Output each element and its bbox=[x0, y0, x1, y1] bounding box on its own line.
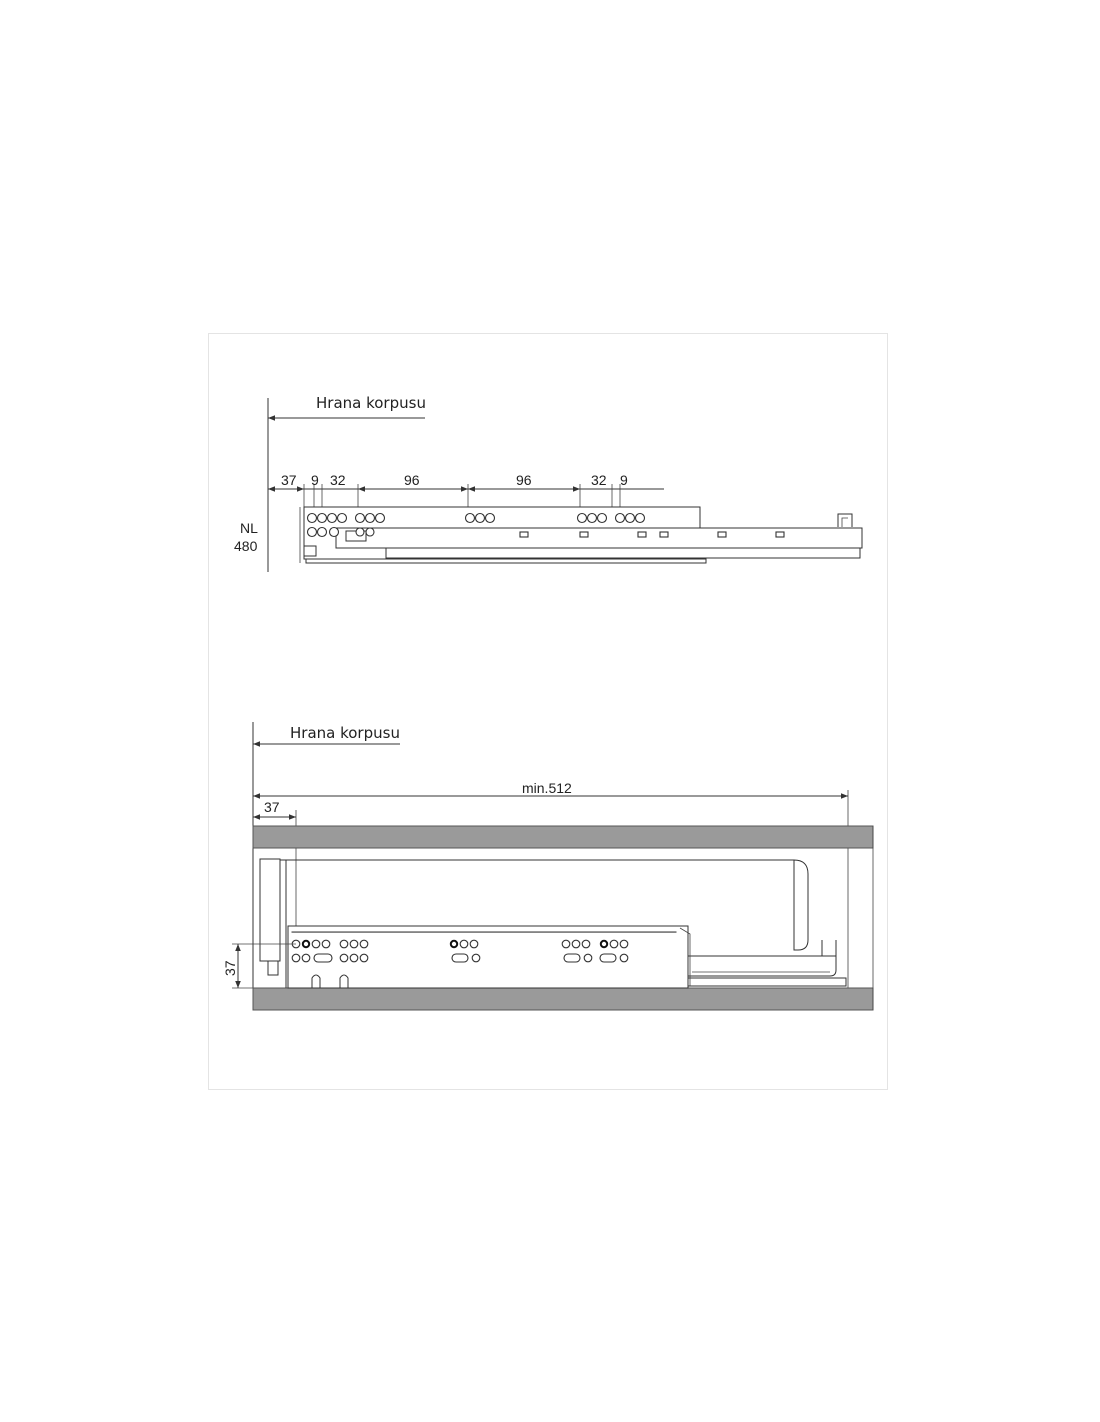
bottom-view bbox=[222, 722, 873, 1010]
dim-37: 37 bbox=[281, 472, 297, 488]
min-length-label: min.512 bbox=[522, 780, 572, 796]
dimension-chain bbox=[268, 472, 664, 512]
dim-9-left: 9 bbox=[311, 472, 319, 488]
dim-32-left: 32 bbox=[330, 472, 346, 488]
bottom-panel bbox=[253, 988, 873, 1010]
dim-96-left: 96 bbox=[404, 472, 420, 488]
nl-label: NL bbox=[240, 520, 258, 536]
offset-v-label: 37 bbox=[222, 960, 238, 976]
dim-96-right: 96 bbox=[516, 472, 532, 488]
top-view bbox=[234, 394, 862, 572]
edge-label: Hrana korpusu bbox=[316, 394, 426, 412]
nl-value: 480 bbox=[234, 538, 258, 554]
dim-9-right: 9 bbox=[620, 472, 628, 488]
top-panel bbox=[253, 826, 873, 848]
dim-32-right: 32 bbox=[591, 472, 607, 488]
edge-label-bottom: Hrana korpusu bbox=[290, 724, 400, 742]
offset-h-label: 37 bbox=[264, 799, 280, 815]
drawer-slide-bottom bbox=[288, 926, 690, 988]
